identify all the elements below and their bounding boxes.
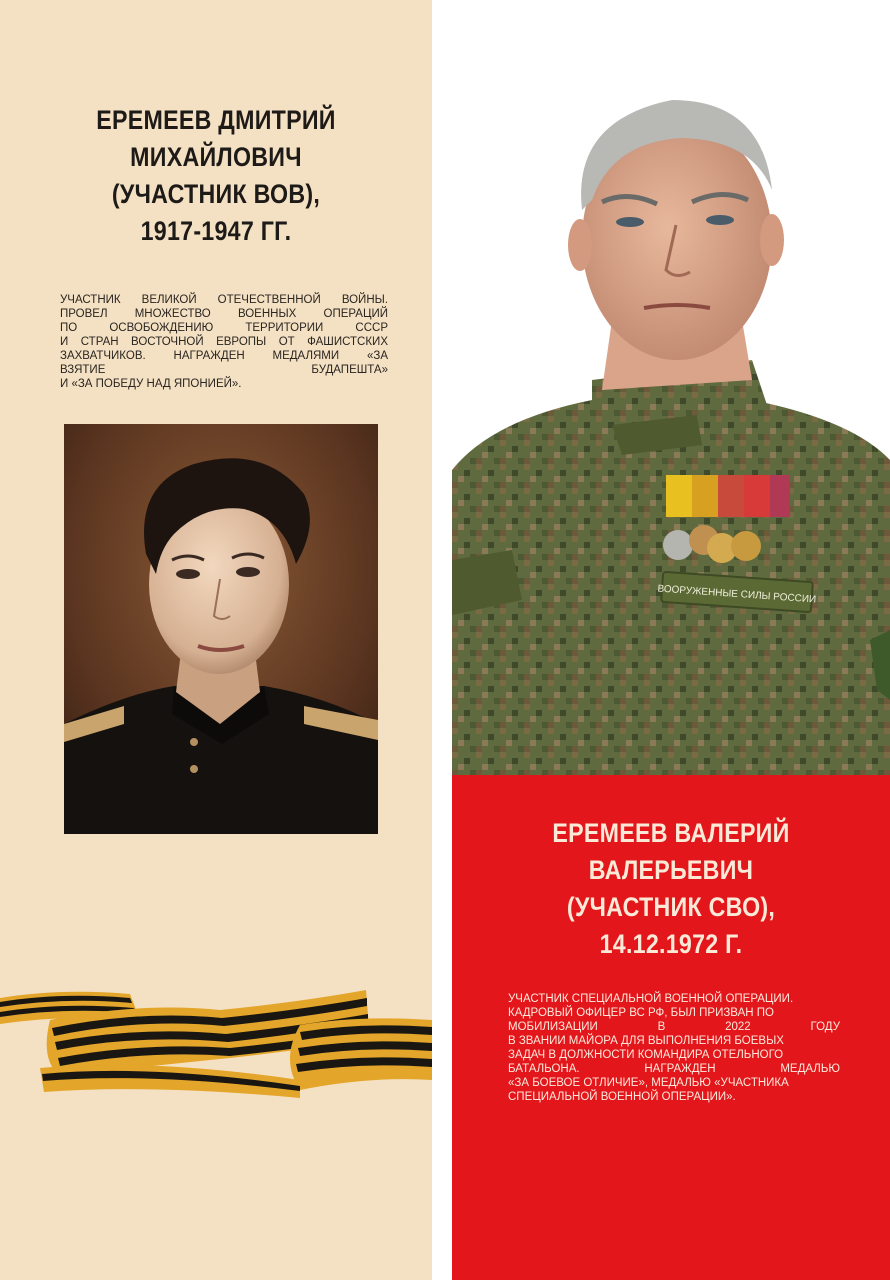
right-title-line: (УЧАСТНИК СВО), <box>566 892 776 922</box>
left-title <box>56 102 376 250</box>
left-title-line: 1917-1947 ГГ. <box>140 216 292 246</box>
right-bio-line: КАДРОВЫЙ ОФИЦЕР ВС РФ, БЫЛ ПРИЗВАН ПО <box>508 1007 774 1019</box>
right-bio-line: МОБИЛИЗАЦИИ В 2022 ГОДУ <box>508 1021 840 1033</box>
left-title-line: (УЧАСТНИК ВОВ), <box>111 179 321 209</box>
officer-photo <box>452 80 890 775</box>
left-panel <box>0 0 432 1280</box>
left-bio-line: ПРОВЕЛ МНОЖЕСТВО ВОЕННЫХ ОПЕРАЦИЙ <box>60 308 388 320</box>
right-panel <box>452 0 890 1280</box>
left-bio-line: УЧАСТНИК ВЕЛИКОЙ ОТЕЧЕСТВЕННОЙ ВОЙНЫ. <box>60 294 388 306</box>
right-bio-line: УЧАСТНИК СПЕЦИАЛЬНОЙ ВОЕННОЙ ОПЕРАЦИИ. <box>508 993 794 1005</box>
chest-patch-text: ВООРУЖЕННЫЕ СИЛЫ РОССИИ <box>657 583 817 606</box>
right-bio-line: СПЕЦИАЛЬНОЙ ВОЕННОЙ ОПЕРАЦИИ». <box>508 1091 736 1103</box>
red-info-block <box>452 775 890 1280</box>
right-bio-line: БАТАЛЬОНА. НАГРАЖДЕН МЕДАЛЬЮ <box>508 1063 840 1075</box>
right-bio <box>508 992 840 1104</box>
right-title-line: ЕРЕМЕЕВ ВАЛЕРИЙ <box>552 818 790 848</box>
vintage-portrait-photo <box>64 424 378 834</box>
st-george-ribbon <box>0 980 432 1110</box>
right-title <box>483 815 860 963</box>
left-bio-line: ПО ОСВОБОЖДЕНИЮ ТЕРРИТОРИИ СССР <box>60 322 388 334</box>
left-title-line: ЕРЕМЕЕВ ДМИТРИЙ <box>96 105 336 135</box>
ribbon-illustration <box>0 980 432 1110</box>
left-bio-line: ЗАХВАТЧИКОВ. НАГРАЖДЕН МЕДАЛЯМИ «ЗА <box>60 350 388 362</box>
right-title-line: 14.12.1972 Г. <box>599 929 743 959</box>
right-title-line: ВАЛЕРЬЕВИЧ <box>588 855 754 885</box>
left-bio-line: ВЗЯТИЕ БУДАПЕШТА» <box>60 364 388 376</box>
portrait-illustration <box>64 424 378 834</box>
right-bio-line: В ЗВАНИИ МАЙОРА ДЛЯ ВЫПОЛНЕНИЯ БОЕВЫХ <box>508 1035 784 1047</box>
officer-illustration <box>452 80 890 775</box>
left-bio-line: И «ЗА ПОБЕДУ НАД ЯПОНИЕЙ». <box>60 378 242 390</box>
left-bio-line: И СТРАН ВОСТОЧНОЙ ЕВРОПЫ ОТ ФАШИСТСКИХ <box>60 336 388 348</box>
left-title-line: МИХАЙЛОВИЧ <box>130 142 302 172</box>
right-bio-line: «ЗА БОЕВОЕ ОТЛИЧИЕ», МЕДАЛЬЮ «УЧАСТНИКА <box>508 1077 789 1089</box>
right-bio-line: ЗАДАЧ В ДОЛЖНОСТИ КОМАНДИРА ОТЕЛЬНОГО <box>508 1049 784 1061</box>
left-bio <box>60 293 388 391</box>
